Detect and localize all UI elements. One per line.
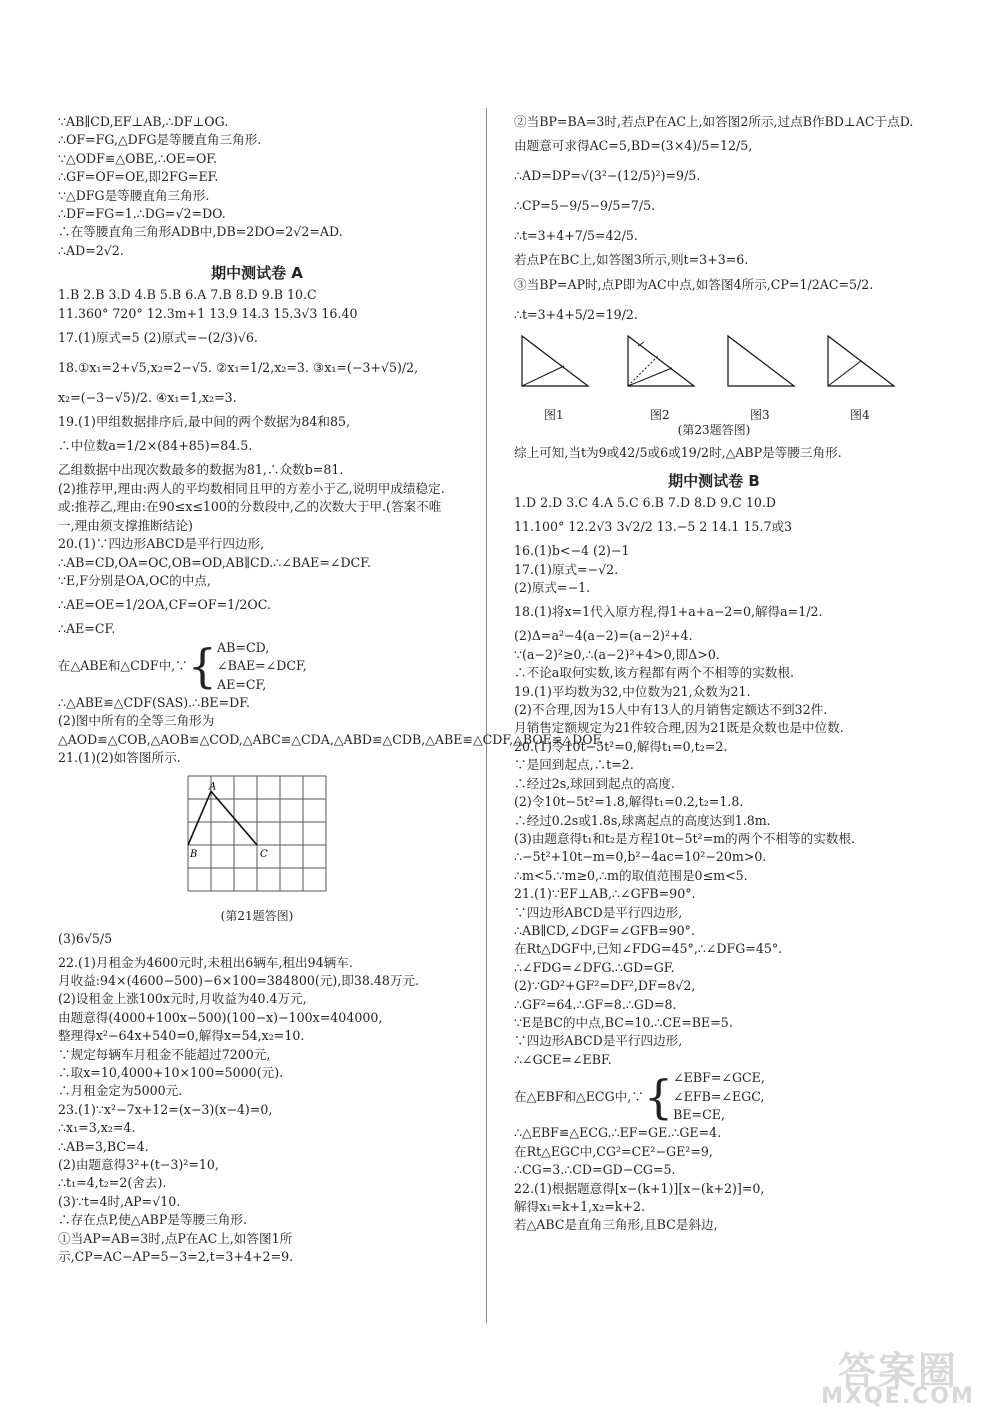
- brace-item: AE=CF,: [217, 676, 267, 692]
- solution-line: ∴GF=OF=OE,即2FG=EF.: [58, 169, 219, 185]
- section-title: 期中测试卷 B: [668, 471, 760, 490]
- section-title: 期中测试卷 A: [211, 264, 303, 283]
- solution-line: 1.D 2.D 3.C 4.A 5.C 6.B 7.D 8.D 9.C 10.D: [514, 494, 776, 510]
- figure-label-4: 图4: [850, 407, 870, 422]
- solution-line: ∴AD=DP=√(3²−(12/5)²)=9/5.: [514, 168, 701, 184]
- solution-line: (2)图中所有的全等三角形为△AOD≌△COB,△AOB≌△COD,△ABC≌△CDA,△ABD≌△CDB,△ABE≌△CDF,△BOE≌△DOF.: [58, 713, 604, 747]
- solution-line: ∴x₁=3,x₂=4.: [58, 1120, 136, 1136]
- solution-line: (2)不合理,因为15人中有13人的月销售定额达不到32件.: [514, 702, 828, 718]
- solution-line: ③当BP=AP时,点P即为AC中点,如答图4所示,CP=1/2AC=5/2.: [514, 276, 874, 292]
- solution-line: 11.100° 12.2√3 3√2/2 13.−5 2 14.1 15.7或3: [514, 519, 793, 535]
- solution-line: (3)6√5/5: [58, 930, 113, 946]
- brace-item: ∠BAE=∠DCF,: [217, 658, 307, 674]
- solution-line: 解得x₁=k+1,x₂=k+2.: [514, 1199, 645, 1215]
- solution-line: 21.(1)∵EF⊥AB,∴∠GFB=90°.: [514, 886, 696, 902]
- solution-line: 月销售定额规定为21件较合理,因为21既是众数也是中位数.: [514, 720, 844, 736]
- point-label-c: C: [260, 848, 268, 860]
- solution-line: ∴DF=FG=1.∴DG=√2=DO.: [58, 206, 226, 222]
- solution-line: ∴AB∥CD,∠DGF=∠GFB=90°.: [514, 922, 695, 938]
- solution-line: ①当AP=AB=3时,点P在AC上,如答图1所示,CP=AC−AP=5−3=2,t=3+4+2=9.: [58, 1230, 294, 1265]
- solution-line: ∴不论a取何实数,该方程都有两个不相等的实数根.: [514, 665, 794, 681]
- solution-line: 月收益:94×(4600−500)−6×100=384800(元),即38.48万元.: [58, 972, 420, 988]
- solution-line: 由题意得(4000+100x−500)(100−x)−100x=404000,: [58, 1009, 383, 1025]
- solution-line: ∴−5t²+10t−m=0,b²−4ac=10²−20m>0.: [514, 849, 767, 865]
- solution-line: 22.(1)月租金为4600元时,未租出6辆车,租出94辆车.: [58, 954, 353, 970]
- grid-figure: [182, 772, 332, 904]
- right-column: [514, 113, 914, 1235]
- solution-line: 乙组数据中出现次数最多的数据为81,∴众数b=81.: [58, 462, 344, 478]
- solution-line: ②当BP=BA=3时,若点P在AC上,如答图2所示,过点B作BD⊥AC于点D.: [514, 114, 914, 129]
- solution-line: ∴t=3+4+7/5=42/5.: [514, 228, 638, 244]
- solution-line: 由题意可求得AC=5,BD=(3×4)/5=12/5,: [514, 138, 753, 154]
- solution-line: (3)∵t=4时,AP=√10.: [58, 1193, 181, 1209]
- solution-line: ∴AB=3,BC=4.: [58, 1138, 149, 1154]
- solution-line: 20.(1)令10t−5t²=0,解得t₁=0,t₂=2.: [514, 738, 728, 754]
- triangle-figure-3: [720, 330, 812, 408]
- solution-line: 综上可知,当t为9或42/5或6或19/2时,△ABP是等腰三角形.: [514, 444, 842, 460]
- solution-line: ∴存在点P,使△ABP是等腰三角形.: [58, 1212, 247, 1228]
- brace-system: [58, 639, 456, 694]
- solution-line: ∴取x=10,4000+10×100=5000(元).: [58, 1065, 284, 1080]
- solution-line: 17.(1)原式=−√2.: [514, 561, 619, 577]
- solution-line: ∵E是BC的中点,BC=10.∴CE=BE=5.: [514, 1014, 733, 1030]
- solution-line: 18.①x₁=2+√5,x₂=2−√5. ②x₁=1/2,x₂=3. ③x₁=(−3+√5)/2,: [58, 360, 419, 376]
- brace-item: ∠EFB=∠EGC,: [673, 1088, 765, 1104]
- solution-line: ∴CG=3.∴CD=GD−CG=5.: [514, 1162, 676, 1178]
- solution-line: ∴△EBF≌△ECG.∴EF=GE.∴GE=4.: [514, 1125, 722, 1141]
- watermark-text: 答案圈: [837, 1349, 958, 1393]
- solution-line: ∵规定每辆车月租金不能超过7200元,: [58, 1046, 271, 1062]
- q23-answer-figures: [514, 330, 914, 438]
- solution-line: ∵(a−2)²≥0,∴(a−2)²+4>0,即Δ>0.: [514, 646, 720, 662]
- solution-line: ∵△DFG是等腰直角三角形.: [58, 187, 210, 203]
- solution-line: 20.(1)∵四边形ABCD是平行四边形,: [58, 536, 265, 552]
- solution-line: ∴AE=OE=1/2OA,CF=OF=1/2OC.: [58, 597, 271, 613]
- solution-line: ∵是回到起点,∴t=2.: [514, 757, 634, 773]
- solution-line: ∴t=3+4+5/2=19/2.: [514, 306, 638, 322]
- solution-line: 若△ABC是直角三角形,且BC是斜边,: [514, 1217, 718, 1233]
- solution-line: ∴AE=CF.: [58, 621, 116, 637]
- solution-line: 16.(1)b<−4 (2)−1: [514, 543, 630, 559]
- solution-line: (2)Δ=a²−4(a−2)=(a−2)²+4.: [514, 628, 693, 644]
- solution-line: (2)设租金上涨100x元时,月收益为40.4万元,: [58, 991, 307, 1007]
- solution-line: (2)由题意得3²+(t−3)²=10,: [58, 1157, 219, 1173]
- figure-caption: (第21题答图): [220, 908, 294, 923]
- solution-line: (2)令10t−5t²=1.8,解得t₁=0.2,t₂=1.8.: [514, 794, 744, 810]
- solution-line: ∴m<5.∵m≥0,∴m的取值范围是0≤m<5.: [514, 867, 748, 883]
- solution-line: 21.(1)(2)如答图所示.: [58, 750, 181, 766]
- triangle-figure-1: [514, 330, 606, 408]
- solution-line: (2)原式=−1.: [514, 580, 591, 596]
- solution-line: (3)由题意得t₁和t₂是方程10t−5t²=m的两个不相等的实数根.: [514, 830, 856, 846]
- solution-line: ∵E,F分别是OA,OC的中点,: [58, 572, 211, 588]
- brace-item: AB=CD,: [217, 639, 270, 655]
- solution-line: ∴AB=CD,OA=OC,OB=OD,AB∥CD.∴∠BAE=∠DCF.: [58, 554, 371, 570]
- solution-line: 23.(1)∵x²−7x+12=(x−3)(x−4)=0,: [58, 1101, 273, 1117]
- solution-line: 1.B 2.B 3.D 4.B 5.B 6.A 7.B 8.D 9.B 10.C: [58, 287, 317, 303]
- solution-line: 17.(1)原式=5 (2)原式=−(2/3)√6.: [58, 330, 258, 346]
- solution-line: (2)推荐甲,理由:两人的平均数相同且甲的方差小于乙,说明甲成绩稳定.: [58, 480, 445, 496]
- solution-line: 整理得x²−64x+540=0,解得x=54,x₂=10.: [58, 1028, 305, 1044]
- solution-line: ∴经过2s,球回到起点的高度.: [514, 775, 676, 791]
- triangle-figure-2: [620, 330, 712, 408]
- triangle-figure-4: [820, 330, 912, 408]
- watermark-domain: MXQE.COM: [821, 1384, 975, 1409]
- solution-line: ∴经过0.2s或1.8s,球离起点的高度达到1.8m.: [514, 812, 771, 828]
- solution-line: x₂=(−3−√5)/2. ④x₁=1,x₂=3.: [58, 390, 237, 406]
- solution-line: ∴∠GCE=∠EBF.: [514, 1051, 612, 1067]
- solution-line: 19.(1)平均数为32,中位数为21,众数为21.: [514, 683, 751, 699]
- solution-line: ∴在等腰直角三角形ADB中,DB=2DO=2√2=AD.: [58, 224, 343, 240]
- figure-label-2: 图2: [650, 407, 670, 422]
- solution-line: ∴月租金定为5000元.: [58, 1083, 183, 1099]
- brace-item: ∠EBF=∠GCE,: [673, 1070, 765, 1086]
- brace-system: [514, 1069, 914, 1124]
- brace-prefix: 在△EBF和△ECG中,∵: [514, 1088, 644, 1104]
- solution-line: ∴中位数a=1/2×(84+85)=84.5.: [58, 438, 253, 454]
- brace-symbol: {: [643, 1069, 674, 1124]
- solution-line: ∵AB∥CD,EF⊥AB,∴DF⊥OG.: [58, 114, 229, 129]
- solution-line: ∵四边形ABCD是平行四边形,: [514, 904, 683, 920]
- brace-symbol: {: [187, 639, 218, 694]
- solution-line: 22.(1)根据题意得[x−(k+1)][x−(k+2)]=0,: [514, 1180, 765, 1196]
- q21-answer-figure: [58, 772, 456, 924]
- solution-line: ∴AD=2√2.: [58, 242, 124, 258]
- solution-line: 或:推荐乙,理由:在90≤x≤100的分数段中,乙的次数大于甲.(答案不唯一,理由须支撑推断结论): [58, 499, 442, 533]
- solution-line: ∵△ODF≌△OBE,∴OE=OF.: [58, 150, 218, 166]
- solution-line: ∴CP=5−9/5−9/5=7/5.: [514, 198, 656, 214]
- solution-line: 19.(1)甲组数据排序后,最中间的两个数据为84和85,: [58, 414, 351, 430]
- solution-line: ∵四边形ABCD是平行四边形,: [514, 1033, 683, 1049]
- solution-line: ∴△ABE≌△CDF(SAS).∴BE=DF.: [58, 694, 251, 710]
- figure-caption: (第23题答图): [677, 422, 751, 437]
- solution-line: ∴GF²=64.∴GF=8.∴GD=8.: [514, 996, 677, 1012]
- brace-item: BE=CE,: [673, 1107, 725, 1122]
- solution-line: (2)∵GD²+GF²=DF²,DF=8√2,: [514, 978, 696, 994]
- solution-line: 在Rt△EGC中,CG²=CE²−GE²=9,: [514, 1143, 713, 1159]
- brace-prefix: 在△ABE和△CDF中,∵: [58, 658, 188, 674]
- solution-line: ∴t₁=4,t₂=2(舍去).: [58, 1175, 167, 1191]
- solution-line: 18.(1)将x=1代入原方程,得1+a+a−2=0,解得a=1/2.: [514, 604, 823, 620]
- solution-line: ∴OF=FG,△DFG是等腰直角三角形.: [58, 132, 262, 148]
- watermark-logo: [818, 1338, 978, 1410]
- solution-line: 11.360° 720° 12.3m+1 13.9 14.3 15.3√3 16.40: [58, 305, 358, 321]
- figure-label-3: 图3: [750, 407, 770, 422]
- solution-line: 在Rt△DGF中,已知∠FDG=45°,∴∠DFG=45°.: [514, 941, 783, 957]
- point-label-a: A: [209, 780, 217, 792]
- column-divider: [486, 108, 487, 1323]
- solution-line: 若点P在BC上,如答图3所示,则t=3+3=6.: [514, 252, 749, 268]
- point-label-b: B: [190, 848, 198, 860]
- solution-line: ∴∠FDG=∠DFG.∴GD=GF.: [514, 959, 675, 975]
- figure-label-1: 图1: [544, 407, 564, 422]
